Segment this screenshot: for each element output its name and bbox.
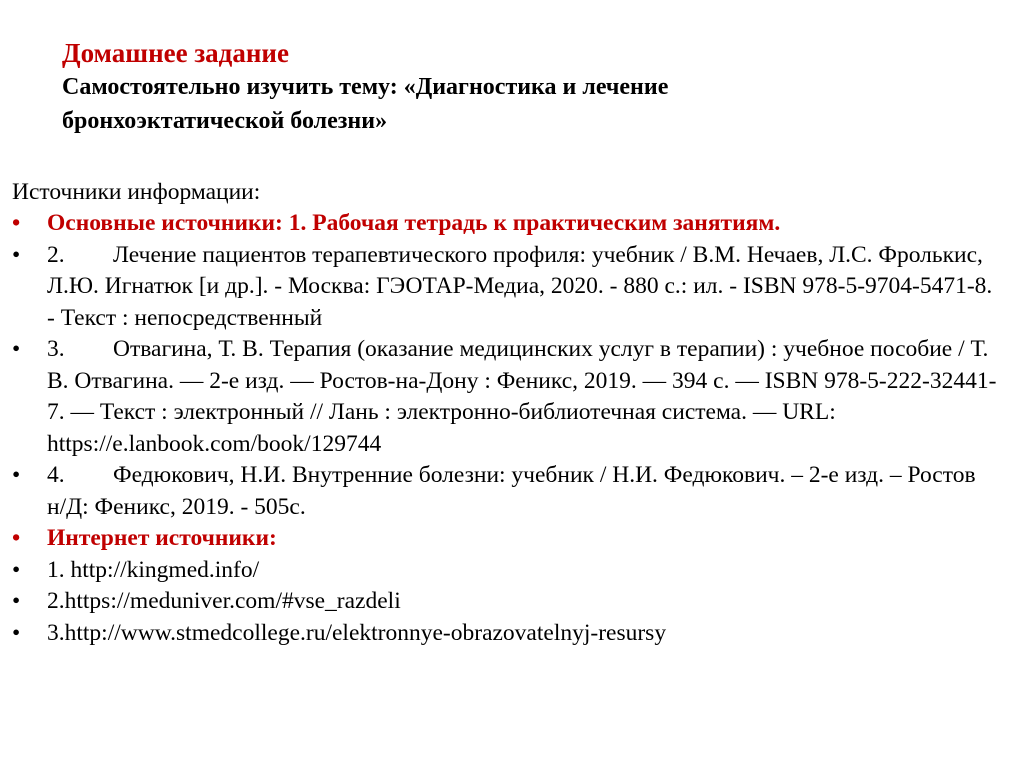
homework-task: Самостоятельно изучить тему: «Диагностика и лечение бронхоэктатической болезни»: [62, 74, 669, 134]
list-item-main-sources: [10, 208, 1000, 240]
bullet-icon: •: [12, 556, 21, 583]
link-text: 1. http://kingmed.info/: [47, 556, 260, 583]
sources-block: [10, 176, 1000, 649]
link-text: 2.https://meduniver.com/#vse_razdeli: [47, 588, 401, 614]
sources-heading: Источники информации:: [12, 179, 261, 205]
list-item-link-1: [10, 555, 1000, 587]
bullet-icon: •: [12, 525, 21, 551]
source-citation: Федюкович, Н.И. Внутренние болезни: учебник / Н.И. Федюкович. – 2-е изд. – Ростов н/Д: Феникс, 2019. - 505с.: [47, 462, 976, 520]
source-citation: Лечение пациентов терапевтического профиля: учебник / В.М. Нечаев, Л.С. Фролькис, Л.Ю. Игнатюк [и др.]. - Москва: ГЭОТАР-Медиа, 2020. - 880 с.: ил. - ISBN 978-5-9704-5471-8. - Текст : непосредственный: [47, 241, 993, 331]
bullet-icon: •: [12, 241, 21, 268]
source-citation: Отвагина, Т. В. Терапия (оказание медицинских услуг в терапии) : учебное пособие / Т. В. Отвагина. — 2-е изд. — Ростов-на-Дону : Феникс, 2019. — 394 с. — ISBN 978-5-222-32441-7. — Текст : электронный // Лань : электронно-библиотечная система. — URL: https://e.lanbook.com/book/129744: [47, 336, 997, 457]
list-item-internet-sources: [10, 523, 1000, 555]
list-item-source-2: [10, 240, 1000, 335]
source-number: 4.: [47, 462, 65, 488]
list-item-link-2: [10, 586, 1000, 618]
bullet-icon: •: [12, 336, 21, 362]
bullet-icon: •: [12, 588, 21, 614]
link-text: 3.http://www.stmedcollege.ru/elektronnye-obrazovatelnyj-resursy: [47, 619, 667, 646]
homework-title: Домашнее задание: [62, 38, 289, 68]
homework-block: [62, 36, 962, 138]
bullet-icon: •: [12, 210, 21, 236]
bullet-icon: •: [12, 619, 21, 646]
bullet-icon: •: [12, 462, 21, 488]
list-item-source-3: [10, 334, 1000, 460]
sources-list: [10, 208, 1000, 649]
source-number: 3.: [47, 336, 65, 362]
internet-sources-heading: Интернет источники:: [47, 525, 277, 551]
list-item-link-3: [10, 618, 1000, 650]
list-item-source-4: [10, 460, 1000, 523]
source-number: 2.: [47, 241, 65, 268]
main-sources-text: Основные источники: 1. Рабочая тетрадь к практическим занятиям.: [47, 210, 781, 236]
